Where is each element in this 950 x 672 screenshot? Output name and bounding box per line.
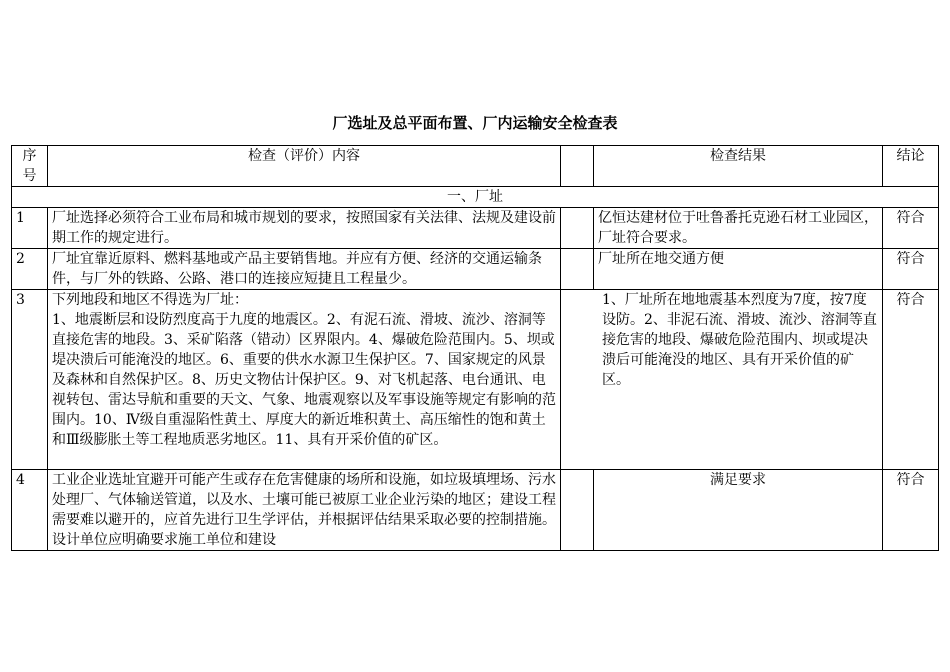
row-conclusion: 符合 xyxy=(883,470,939,551)
row-spacer xyxy=(561,470,594,551)
row-content: 工业企业选址宜避开可能产生或存在危害健康的场所和设施，如垃圾填埋场、污水处理厂、气体输送管道，以及水、土壤可能已被原工业企业污染的地区；建设工程需要难以避开的，应首先进行卫生学评估，并根据评估结果采取必要的控制措施。设计单位应明确要求施工单位和建设 xyxy=(48,470,561,551)
row-content xyxy=(48,290,561,470)
row-seq: 2 xyxy=(12,249,48,290)
row-conclusion: 符合 xyxy=(883,249,939,290)
table-row xyxy=(12,470,939,551)
table-row xyxy=(12,290,939,470)
page-title: 厂选址及总平面布置、厂内运输安全检查表 xyxy=(332,114,618,132)
row-conclusion: 符合 xyxy=(883,290,939,470)
section-row xyxy=(12,187,939,208)
row-conclusion: 符合 xyxy=(883,208,939,249)
row-seq: 4 xyxy=(12,470,48,551)
table-row xyxy=(12,249,939,290)
row-content: 厂址选择必须符合工业布局和城市规划的要求，按照国家有关法律、法规及建设前期工作的规定进行。 xyxy=(48,208,561,249)
section-title: 一、厂址 xyxy=(12,187,939,208)
safety-checklist-table xyxy=(11,145,939,551)
table-row xyxy=(12,208,939,249)
header-result: 检查结果 xyxy=(594,146,883,187)
row-spacer xyxy=(561,208,594,249)
row-result: 亿恒达建材位于吐鲁番托克逊石材工业园区，厂址符合要求。 xyxy=(594,208,883,249)
row-result: 满足要求 xyxy=(594,470,883,551)
table-header-row xyxy=(12,146,939,187)
row-content-body: 1、地震断层和设防烈度高于九度的地震区。2、有泥石流、滑坡、流沙、溶洞等直接危害的地段。3、采矿陷落（错动）区界限内。4、爆破危险范围内。5、坝或堤决溃后可能淹没的地区。6、重要的供水水源卫生保护区。7、国家规定的风景及森林和自然保护区。8、历史文物估计保护区。9、对飞机起落、电台通讯、电视转包、雷达导航和重要的天文、气象、地震观察以及军事设施等规定有影响的范围内。10、Ⅳ级自重湿陷性黄土、厚度大的新近堆积黄土、高压缩性的饱和黄土和Ⅲ级膨胀土等工程地质恶劣地区。11、具有开采价值的矿区。 xyxy=(52,312,556,448)
row-content: 厂址宜靠近原料、燃料基地或产品主要销售地。并应有方便、经济的交通运输条件，与厂外的铁路、公路、港口的连接应短捷且工程量少。 xyxy=(48,249,561,290)
header-content: 检查（评价）内容 xyxy=(48,146,561,187)
header-spacer xyxy=(561,146,594,187)
row-result: 厂址所在地交通方便 xyxy=(594,249,883,290)
row-spacer xyxy=(561,249,594,290)
row-seq: 1 xyxy=(12,208,48,249)
row-seq: 3 xyxy=(12,290,48,470)
header-seq: 序 号 xyxy=(12,146,48,187)
row-result: 1、厂址所在地地震基本烈度为7度，按7度设防。2、非泥石流、滑坡、流沙、溶洞等直接危害的地段、爆破危险范围内、坝或堤决溃后可能淹没的地区、具有开采价值的矿区。 xyxy=(561,290,883,470)
header-conclusion: 结论 xyxy=(883,146,939,187)
row-content-intro: 下列地段和地区不得选为厂址： xyxy=(52,292,248,308)
